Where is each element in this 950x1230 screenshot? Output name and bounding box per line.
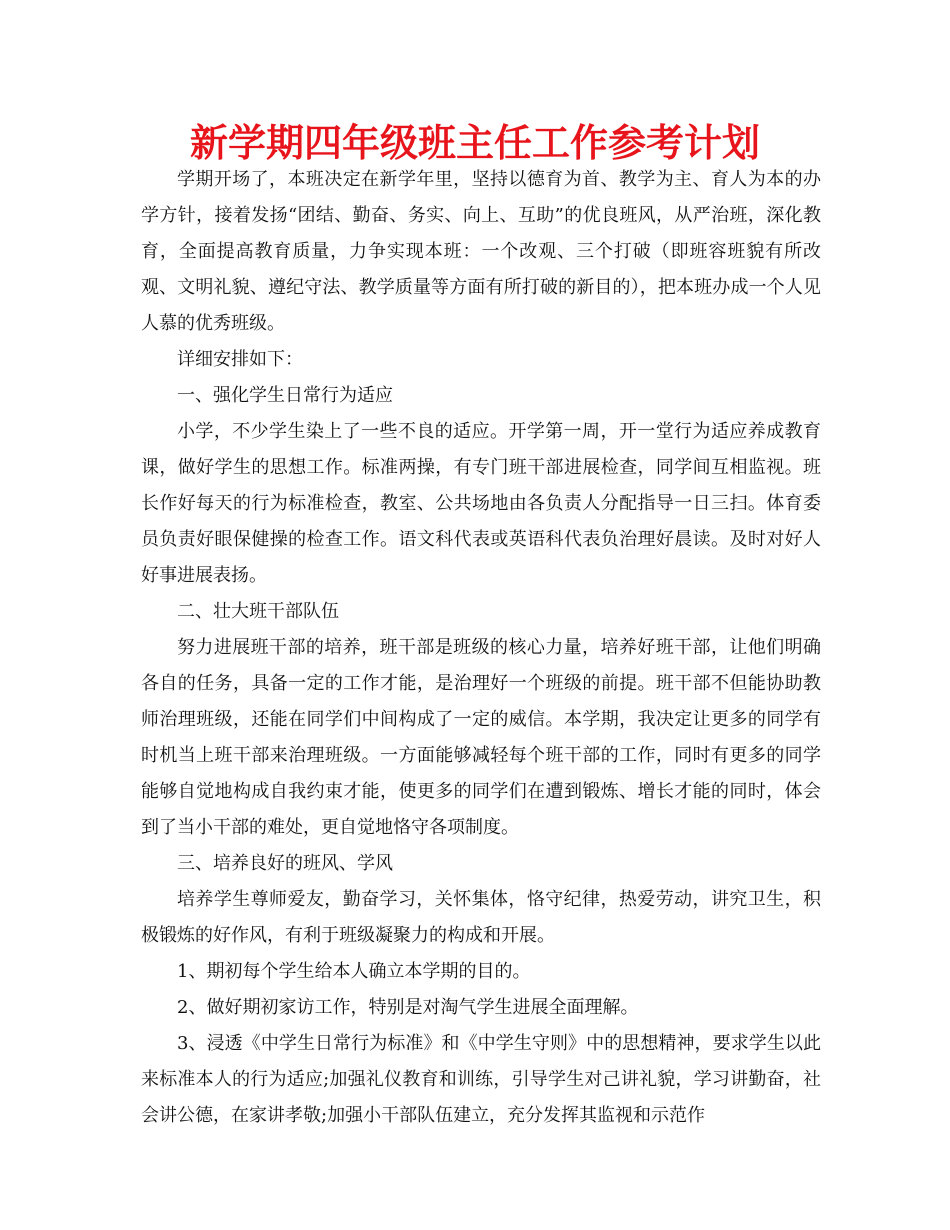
list-item-3: 3、浸透《中学生日常行为标准》和《中学生守则》中的思想精神，要求学生以此来标准本人的行为适应;加强礼仪教育和训练，引导学生对己讲礼貌，学习讲勤奋，社会讲公德，在家讲孝敬;加强小干部队伍建立，充分发挥其监视和示范作 — [141, 1033, 821, 1126]
paragraph-intro: 学期开场了，本班决定在新学年里，坚持以德育为首、教学为主、育人为本的办学方针，接着发扬“团结、勤奋、务实、向上、互助”的优良班风，从严治班，深化教育，全面提高教育质量，力争实现本班：一个改观、三个打破（即班容班貌有所改观、文明礼貌、遵纪守法、教学质量等方面有所打破的新目的），把本班办成一个人见人慕的优秀班级。 — [141, 169, 821, 334]
list-item-1: 1、期初每个学生给本人确立本学期的目的。 — [177, 961, 531, 982]
section-heading-2: 二、壮大班干部队伍 — [177, 601, 339, 622]
section-heading-1: 一、强化学生日常行为适应 — [177, 385, 393, 406]
paragraph-section-1: 小学，不少学生染上了一些不良的适应。开学第一周，开一堂行为适应养成教育课，做好学生的思想工作。标准两操，有专门班干部进展检查，同学间互相监视。班长作好每天的行为标准检查，教室、公共场地由各负责人分配指导一日三扫。体育委员负责好眼保健操的检查工作。语文科代表或英语科代表负治理好晨读。及时对好人好事进展表扬。 — [141, 421, 821, 586]
list-item-2: 2、做好期初家访工作，特别是对淘气学生进展全面理解。 — [177, 997, 639, 1018]
paragraph-section-2: 努力进展班干部的培养，班干部是班级的核心力量，培养好班干部，让他们明确各自的任务，具备一定的工作才能，是治理好一个班级的前提。班干部不但能协助教师治理班级，还能在同学们中间构成了一定的威信。本学期，我决定让更多的同学有时机当上班干部来治理班级。一方面能够减轻每个班干部的工作，同时有更多的同学能够自觉地构成自我约束才能，使更多的同学们在遭到锻炼、增长才能的同时，体会到了当小干部的难处，更自觉地恪守各项制度。 — [141, 637, 821, 838]
document-title: 新学期四年级班主任工作参考计划 — [189, 121, 760, 165]
paragraph-section-3: 培养学生尊师爱友，勤奋学习，关怀集体，恪守纪律，热爱劳动，讲究卫生，积极锻炼的好作风，有利于班级凝聚力的构成和开展。 — [141, 889, 821, 946]
paragraph-arrangement: 详细安排如下： — [177, 349, 303, 370]
section-heading-3: 三、培养良好的班风、学风 — [177, 853, 393, 874]
document-body — [141, 162, 821, 1134]
